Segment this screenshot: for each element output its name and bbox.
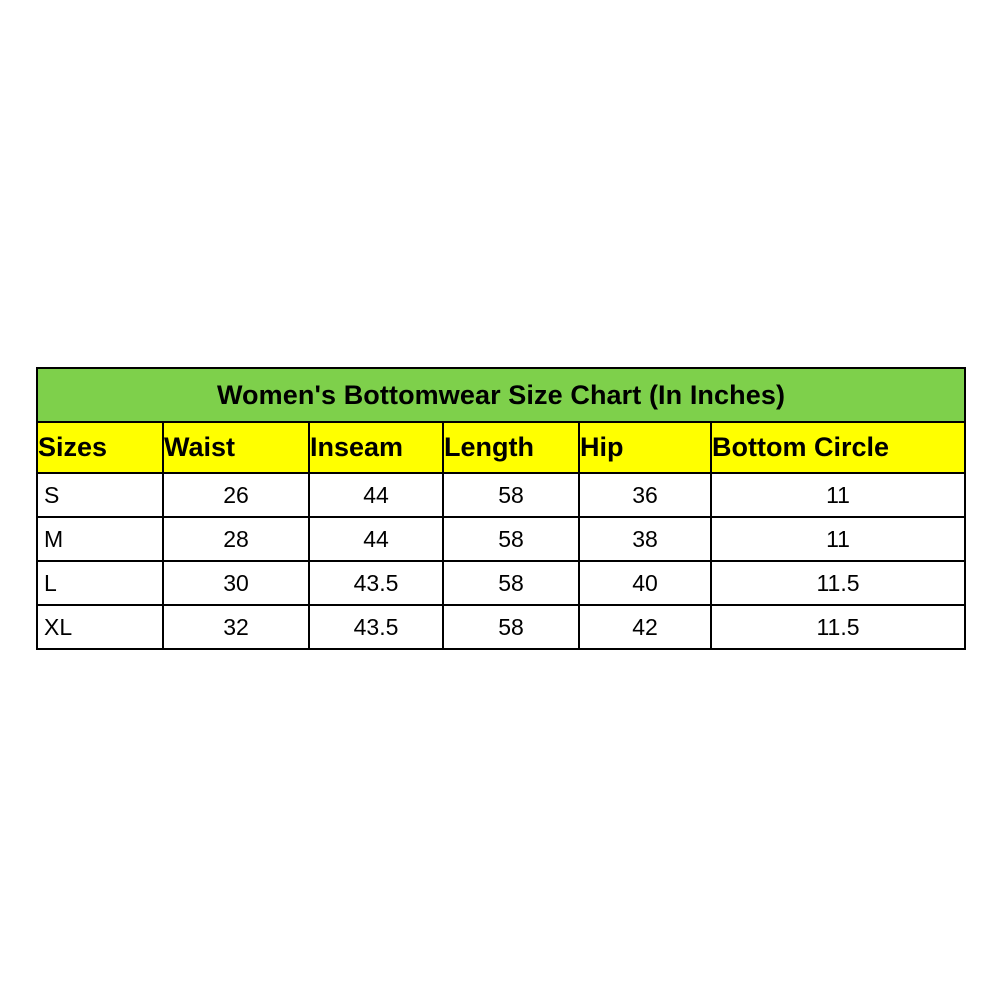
table-row: [37, 517, 965, 561]
size-chart-table: [36, 367, 966, 650]
cell-inseam: 44: [309, 517, 443, 561]
chart-title: Women's Bottomwear Size Chart (In Inches): [37, 368, 965, 422]
cell-inseam: 43.5: [309, 605, 443, 649]
column-header-bottom-circle: Bottom Circle: [711, 422, 965, 473]
column-header-inseam: Inseam: [309, 422, 443, 473]
table-row: [37, 561, 965, 605]
table-header-row: [37, 422, 965, 473]
column-header-hip: Hip: [579, 422, 711, 473]
cell-hip: 42: [579, 605, 711, 649]
cell-length: 58: [443, 605, 579, 649]
cell-size: L: [37, 561, 163, 605]
cell-bottom-circle: 11: [711, 517, 965, 561]
table-title-row: [37, 368, 965, 422]
cell-hip: 38: [579, 517, 711, 561]
column-header-sizes: Sizes: [37, 422, 163, 473]
cell-hip: 40: [579, 561, 711, 605]
cell-waist: 32: [163, 605, 309, 649]
cell-length: 58: [443, 473, 579, 517]
cell-size: XL: [37, 605, 163, 649]
cell-waist: 28: [163, 517, 309, 561]
cell-waist: 30: [163, 561, 309, 605]
column-header-length: Length: [443, 422, 579, 473]
cell-length: 58: [443, 517, 579, 561]
size-chart-container: [36, 367, 964, 650]
cell-inseam: 43.5: [309, 561, 443, 605]
cell-waist: 26: [163, 473, 309, 517]
table-row: [37, 605, 965, 649]
column-header-waist: Waist: [163, 422, 309, 473]
cell-inseam: 44: [309, 473, 443, 517]
cell-bottom-circle: 11.5: [711, 561, 965, 605]
cell-size: M: [37, 517, 163, 561]
cell-bottom-circle: 11: [711, 473, 965, 517]
table-row: [37, 473, 965, 517]
cell-hip: 36: [579, 473, 711, 517]
cell-size: S: [37, 473, 163, 517]
cell-bottom-circle: 11.5: [711, 605, 965, 649]
cell-length: 58: [443, 561, 579, 605]
